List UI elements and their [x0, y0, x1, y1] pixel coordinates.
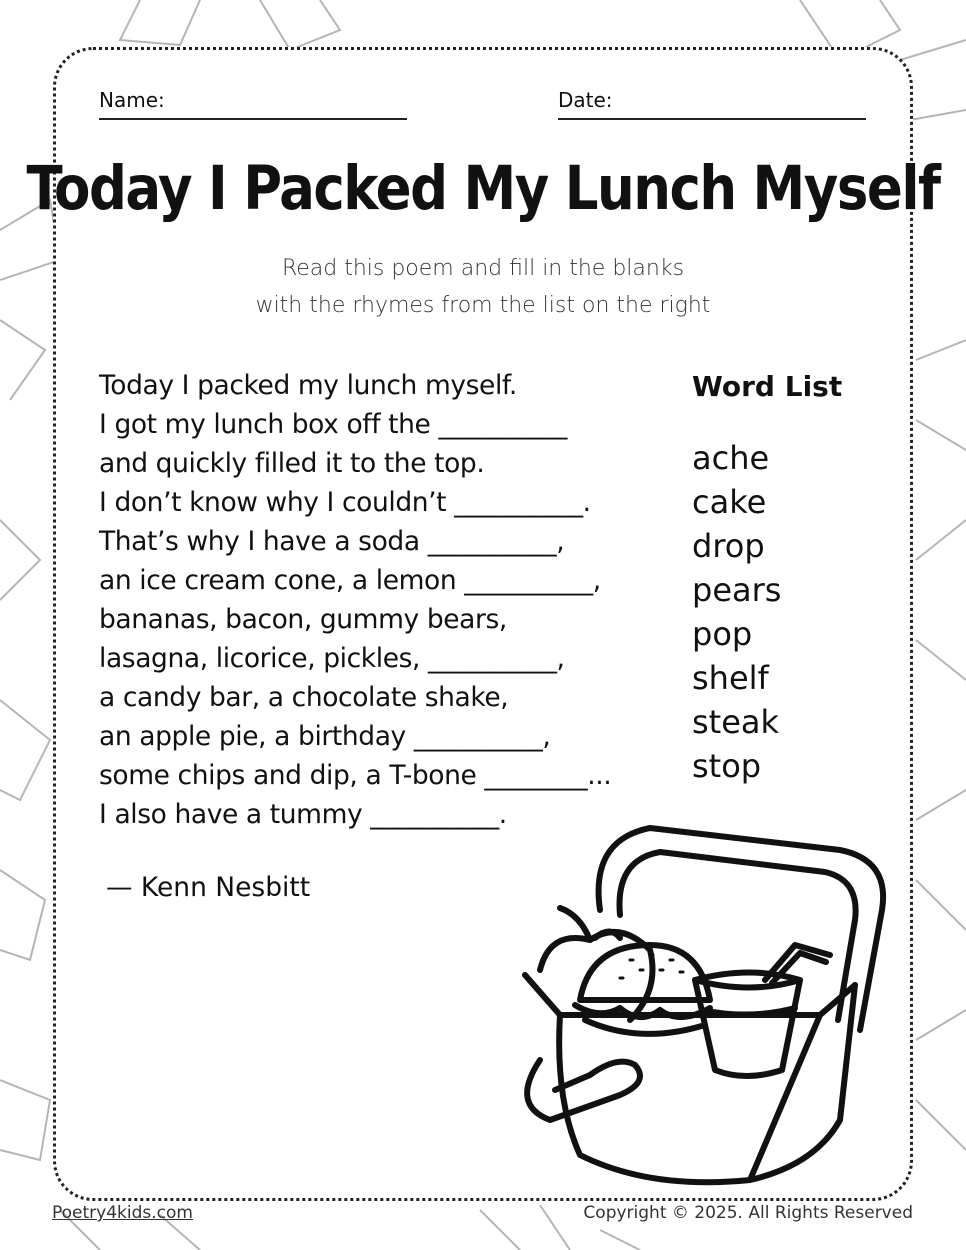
word-list-title: Word List	[692, 370, 843, 403]
poem-author: — Kenn Nesbitt	[106, 872, 311, 903]
poem-line: Today I packed my lunch myself.	[99, 370, 517, 401]
poem-line: That’s why I have a soda __________,	[99, 526, 565, 557]
poem-line: lasagna, licorice, pickles, __________,	[99, 643, 565, 674]
poem-line: I got my lunch box off the __________	[99, 409, 567, 440]
poem-line: bananas, bacon, gummy bears,	[99, 604, 507, 635]
poem-line: an ice cream cone, a lemon __________,	[99, 565, 601, 596]
name-label: Name:	[99, 88, 165, 112]
date-label: Date:	[558, 88, 613, 112]
poem-line: and quickly filled it to the top.	[99, 448, 485, 479]
poem	[99, 366, 689, 834]
poem-line: I also have a tummy __________.	[99, 799, 507, 830]
lunchbox-icon	[520, 820, 890, 1200]
word-list-item: pop	[692, 615, 753, 653]
word-list	[692, 436, 781, 788]
date-field[interactable]	[558, 84, 866, 120]
word-list-item: steak	[692, 703, 780, 741]
word-list-item: cake	[692, 483, 767, 521]
page-title: Today I Packed My Lunch Myself	[26, 154, 940, 225]
word-list-item: ache	[692, 439, 770, 477]
word-list-item: stop	[692, 747, 762, 785]
word-list-item: pears	[692, 571, 782, 609]
instructions-line-2: with the rhymes from the list on the right	[255, 293, 711, 318]
word-list-item: drop	[692, 527, 765, 565]
site-link[interactable]: Poetry4kids.com	[52, 1203, 193, 1223]
instructions	[0, 250, 966, 324]
instructions-line-1: Read this poem and fill in the blanks	[281, 256, 685, 281]
poem-line: I don’t know why I couldn’t __________.	[99, 487, 591, 518]
poem-line: a candy bar, a chocolate shake,	[99, 682, 509, 713]
poem-line: an apple pie, a birthday __________,	[99, 721, 551, 752]
copyright-text: Copyright © 2025. All Rights Reserved	[583, 1203, 913, 1223]
name-field[interactable]	[99, 84, 407, 120]
poem-line: some chips and dip, a T-bone ________...	[99, 760, 612, 791]
word-list-item: shelf	[692, 659, 769, 697]
